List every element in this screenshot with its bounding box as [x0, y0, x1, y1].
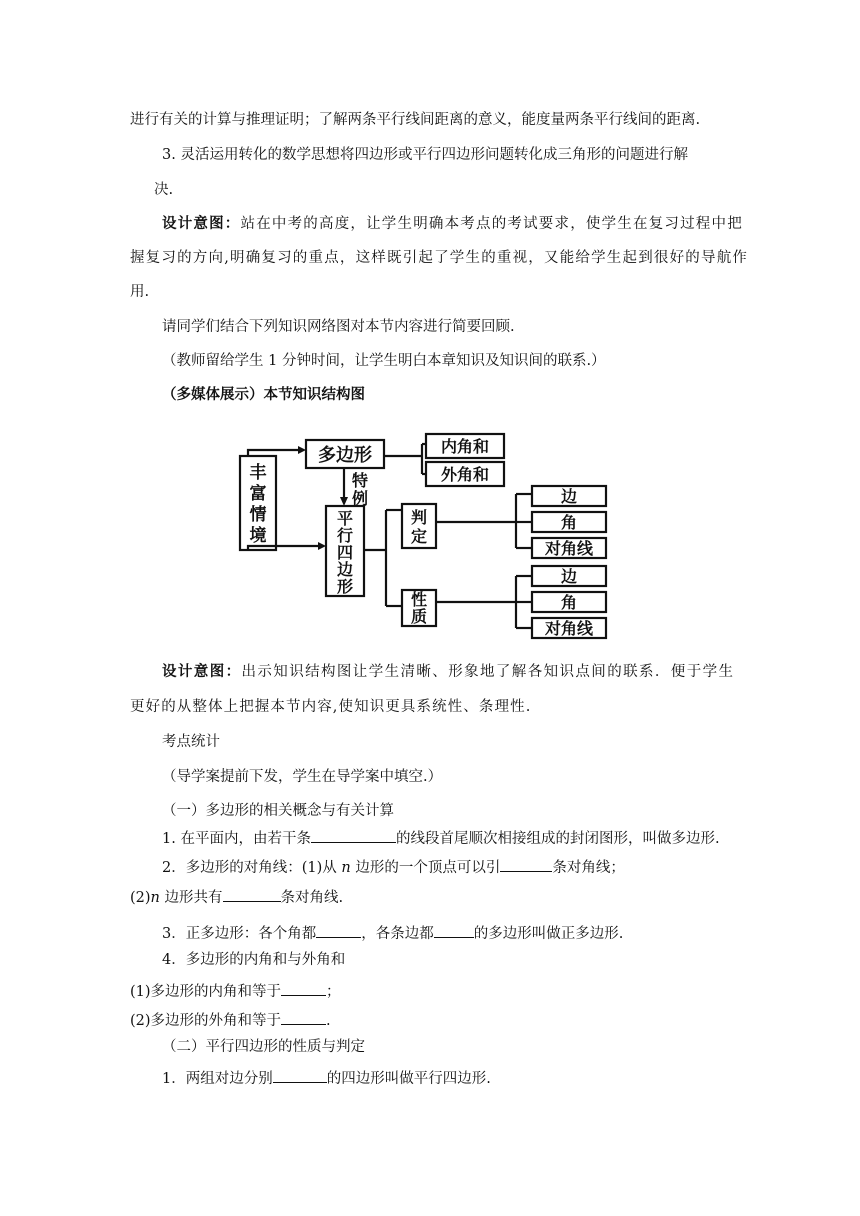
judge-angle-label: 角: [560, 513, 578, 532]
question-text: 边形共有: [159, 890, 223, 906]
arrow-head-parallelogram: [318, 542, 326, 550]
property-char-2: 质: [410, 607, 428, 626]
exam-stats-heading: 考点统计: [162, 734, 220, 750]
fill-blank[interactable]: [281, 980, 326, 996]
design-intent-2: [162, 662, 734, 682]
question-text: 1．两组对边分别: [162, 1071, 273, 1087]
fill-blank[interactable]: [273, 1067, 327, 1083]
arrow-head-special: [340, 497, 348, 506]
judge-diagonal-label: 对角线: [544, 539, 594, 558]
exterior-angle-label: 外角和: [440, 465, 490, 484]
fill-blank[interactable]: [223, 886, 281, 902]
question-text: .: [326, 1013, 331, 1029]
question-text: 的多边形叫做正多边形.: [473, 926, 624, 942]
question-4-part1: [130, 980, 341, 1002]
question-text: (2): [130, 890, 151, 906]
parallelogram-char-3: 四: [336, 543, 354, 562]
paragraph-line: 进行有关的计算与推理证明；了解两条平行线间距离的意义，能度量两条平行线间的距离.: [130, 112, 701, 128]
design-intent-text: 站在中考的高度，让学生明确本考点的考试要求，使学生在复习过程中把: [240, 216, 743, 232]
special-char-1: 特: [351, 471, 369, 490]
design-intent-label: 设计意图：: [162, 663, 242, 680]
rich-char-3: 情: [249, 505, 267, 525]
parallelogram-char-5: 形: [336, 577, 354, 596]
fill-blank[interactable]: [316, 922, 361, 938]
design-intent-1-line3: 用.: [130, 284, 150, 300]
question-text: 2．多边形的对角线：(1)从: [162, 860, 342, 876]
judge-char-2: 定: [410, 527, 428, 546]
property-diagonal-label: 对角线: [544, 619, 594, 638]
guide-note: （导学案提前下发，学生在导学案中填空.）: [162, 769, 443, 785]
knowledge-structure-diagram: [236, 430, 616, 645]
fill-blank[interactable]: [500, 856, 552, 872]
special-char-2: 例: [351, 489, 369, 508]
question-2-part2: [130, 886, 343, 908]
arrow-head-polygon: [298, 446, 306, 454]
parallelogram-char-1: 平: [336, 509, 354, 528]
section-2-heading: （二）平行四边形的性质与判定: [162, 1039, 365, 1055]
review-instruction: 请同学们结合下列知识网络图对本节内容进行简要回顾.: [162, 319, 515, 335]
question-text: 1. 在平面内，由若干条: [162, 831, 311, 847]
judge-side-label: 边: [560, 487, 578, 506]
objective-3: 3. 灵活运用转化的数学思想将四边形或平行四边形问题转化成三角形的问题进行解: [162, 147, 688, 163]
design-intent-2-line2: 更好的从整体上把握本节内容,使知识更具系统性、条理性.: [130, 699, 532, 715]
question-text: ，各条边都: [361, 926, 434, 942]
property-angle-label: 角: [560, 593, 578, 612]
fill-blank[interactable]: [434, 922, 474, 938]
design-intent-1: [162, 214, 743, 234]
rich-char-1: 丰: [249, 463, 267, 483]
question-text: ；: [326, 984, 341, 1000]
question-1: [162, 827, 720, 849]
fill-blank[interactable]: [311, 827, 396, 843]
question-text: 3．正多边形：各个角都: [162, 926, 317, 942]
section-1-heading: （一）多边形的相关概念与有关计算: [162, 803, 394, 819]
question-4-part2: [130, 1009, 331, 1031]
question-text: (1)多边形的内角和等于: [130, 984, 282, 1000]
teacher-note: （教师留给学生 1 分钟时间，让学生明白本章知识及知识间的联系.）: [162, 353, 606, 369]
question-2: [162, 856, 625, 878]
property-side-label: 边: [560, 567, 578, 586]
design-intent-text: 出示知识结构图让学生清晰、形象地了解各知识点间的联系．便于学生: [241, 664, 735, 680]
objective-3-cont: 决.: [154, 182, 174, 198]
question-text: 条对角线.: [280, 890, 344, 906]
parallelogram-char-2: 行: [336, 526, 354, 545]
question-text: 边形的一个顶点可以引: [350, 860, 501, 876]
judge-char-1: 判: [410, 508, 428, 527]
design-intent-1-line2: 握复习的方向,明确复习的重点，这样既引起了学生的重视，又能给学生起到很好的导航作: [130, 250, 749, 266]
variable-n: n: [150, 890, 160, 906]
interior-angle-label: 内角和: [440, 437, 490, 456]
polygon-label: 多边形: [318, 445, 372, 466]
question-text: 的四边形叫做平行四边形.: [326, 1071, 491, 1087]
question-5: [162, 1067, 491, 1089]
multimedia-heading: （多媒体展示）本节知识结构图: [162, 386, 365, 403]
parallelogram-char-4: 边: [336, 560, 354, 579]
question-3: [162, 922, 623, 944]
question-text: 条对角线；: [552, 860, 625, 876]
rich-char-2: 富: [249, 484, 267, 504]
fill-blank[interactable]: [281, 1009, 326, 1025]
question-text: 的线段首尾顺次相接组成的封闭图形，叫做多边形.: [395, 831, 720, 847]
question-4: 4．多边形的内角和与外角和: [162, 952, 346, 968]
property-char-1: 性: [410, 590, 428, 609]
question-text: (2)多边形的外角和等于: [130, 1013, 282, 1029]
variable-n: n: [341, 860, 351, 876]
design-intent-label: 设计意图：: [162, 215, 241, 232]
rich-char-4: 境: [249, 526, 267, 546]
